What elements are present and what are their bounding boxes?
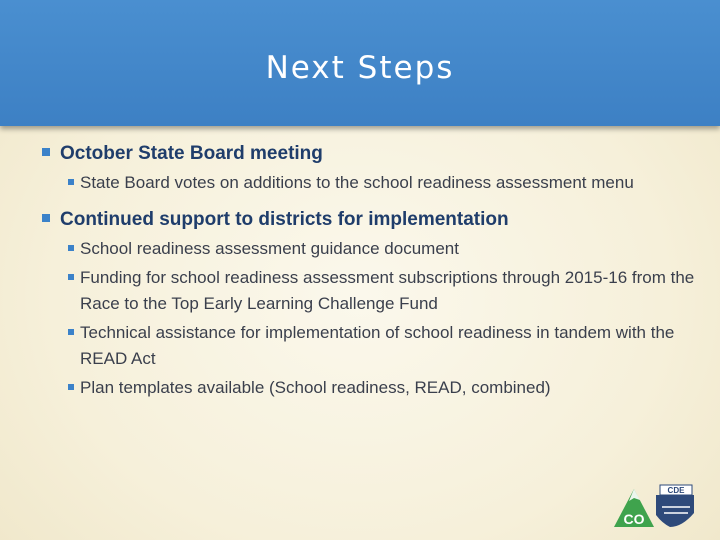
- square-bullet-icon: [42, 214, 50, 222]
- square-bullet-icon: [68, 179, 74, 185]
- bullet-text: Plan templates available (School readiness, READ, combined): [80, 378, 551, 397]
- bullet-level2: [40, 170, 700, 196]
- shield-icon: [656, 495, 694, 527]
- cde-logo: [612, 483, 696, 529]
- bullet-level1: [40, 140, 700, 167]
- square-bullet-icon: [68, 274, 74, 280]
- square-bullet-icon: [68, 384, 74, 390]
- square-bullet-icon: [68, 329, 74, 335]
- square-bullet-icon: [68, 245, 74, 251]
- bullet-text: School readiness assessment guidance document: [80, 239, 459, 258]
- bullet-text: State Board votes on additions to the school readiness assessment menu: [80, 173, 634, 192]
- bullet-level2: [40, 375, 700, 401]
- cde-text: CDE: [667, 486, 685, 495]
- slide-title: Next Steps: [265, 50, 455, 86]
- bullet-level1: [40, 206, 700, 233]
- co-text: CO: [623, 511, 645, 527]
- title-bar: [0, 0, 720, 126]
- bullet-level2: [40, 320, 700, 372]
- bullet-text: Funding for school readiness assessment subscriptions through 2015-16 from the Race to the Top Early Learning Challenge Fund: [80, 268, 695, 313]
- bullet-text: October State Board meeting: [60, 143, 323, 164]
- bullet-level2: [40, 236, 700, 262]
- square-bullet-icon: [42, 148, 50, 156]
- bullet-level2: [40, 265, 700, 317]
- bullet-text: Technical assistance for implementation of school readiness in tandem with the READ Act: [80, 323, 675, 368]
- bullet-text: Continued support to districts for implementation: [60, 209, 509, 230]
- slide-content: [40, 140, 700, 401]
